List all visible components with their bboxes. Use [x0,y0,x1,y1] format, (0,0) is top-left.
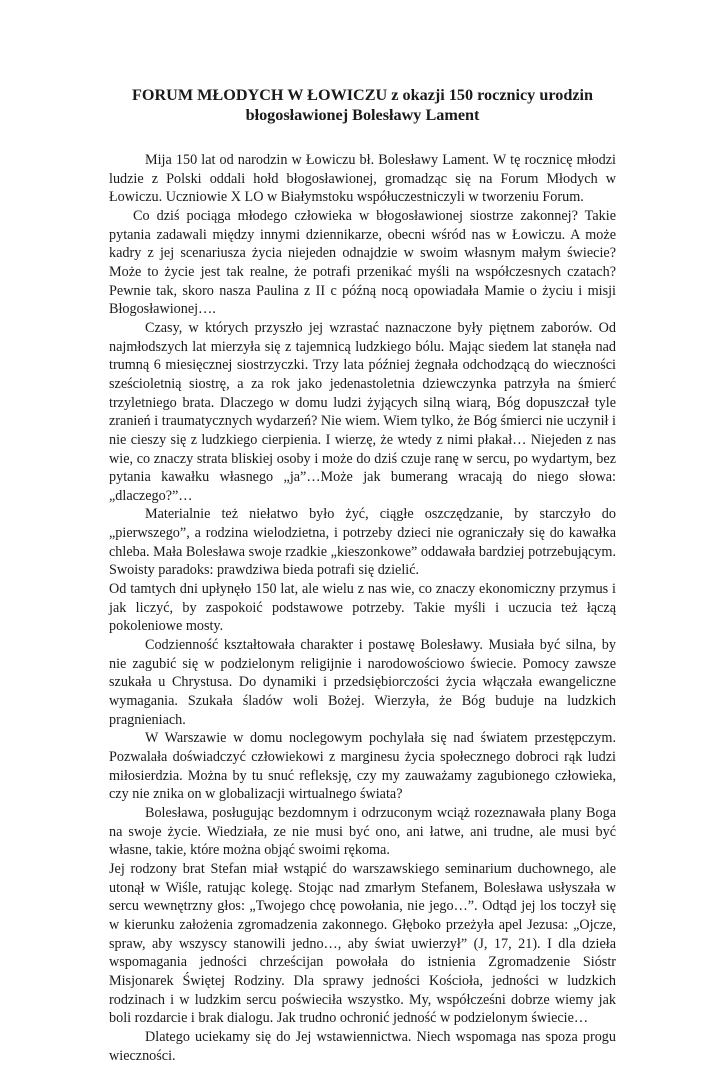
paragraph: Czasy, w których przyszło jej wzrastać naznaczone były piętnem zaborów. Od najmłodszych lat mierzyła się z tajemnicą ludzkiego bólu. Mając siedem lat stanęła nad trumną 6 miesięcznej siostrzyczki. Trzy lata później żegnała odchodzącą do wieczności sześcioletnią siostrę, a za rok jako jedenastoletnia dziewczynka patrzyła na śmierć trzyletniego brata. Dlaczego w domu ludzi żyjących silną wiarą, Bóg dopuszczał tyle zranień i traumatycznych wydarzeń? Nie wiem. Wiem tylko, że Bóg śmierci nie uczynił i nie cieszy się z ludzkiego cierpienia. I wierzę, że wtedy z nimi płakał… Niejeden z nas wie, co znaczy strata bliskiej osoby i może do dziś czuje ranę w sercu, po wydartym, bez pytania kawałku własnego „ja”…Może jak bumerang wracają do niego słowa: „dlaczego?”… [109,319,616,504]
document-body [109,151,616,1065]
paragraph: Mija 150 lat od narodzin w Łowiczu bł. Bolesławy Lament. W tę rocznicę młodzi ludzie z Polski oddali hołd błogosławionej, gromadząc się na Forum Młodych w Łowiczu. Uczniowie X LO w Białymstoku współuczestniczyli w tworzeniu Forum. [109,152,616,206]
title-line-1: FORUM MŁODYCH W ŁOWICZU z okazji 150 rocznicy urodzin [131,86,594,104]
document-title [109,85,616,125]
paragraph: Materialnie też niełatwo było żyć, ciągłe oszczędzanie, by starczyło do „pierwszego”, a rodzina wielodzietna, i potrzeby dzieci nie ograniczały się do kawałka chleba. Mała Bolesława swoje rzadkie „kieszonkowe” oddawała bardziej potrzebującym. Swoisty paradoks: prawdziwa bieda potrafi się dzielić. [109,506,616,579]
paragraph: Dlatego uciekamy się do Jej wstawiennictwa. Niech wspomaga nas spoza progu wieczności. [109,1028,616,1064]
title-line-2: błogosławionej Bolesławy Lament [245,106,480,124]
paragraph: Od tamtych dni upłynęło 150 lat, ale wielu z nas wie, co znaczy ekonomiczny przymus i jak liczyć, by zaspokoić podstawowe potrzeby. Takie myśli i uczucia też łączą pokoleniowe mosty. [109,581,616,635]
paragraph: Jej rodzony brat Stefan miał wstąpić do warszawskiego seminarium duchownego, ale utonął w Wiśle, ratując kolegę. Stojąc nad zmarłym Stefanem, Bolesława usłyszała w sercu wewnętrzny głos: „Twojego chcę powołania, nie jego…”. Odtąd jej los toczył się w kierunku założenia zgromadzenia zakonnego. Głęboko przeżyła apel Jezusa: „Ojcze, spraw, aby wszyscy stanowili jedno…, aby świat uwierzył” (J, 17, 21). I dla dzieła wspomagania jedności chrześcijan powołała do istnienia Zgromadzenie Sióstr Misjonarek Świętej Rodziny. Dla sprawy jedności Kościoła, jedności w ludzkich rodzinach i w ludzkim sercu poświeciła wszystko. My, współcześni dobrze wiemy jak boli rozdarcie i brak dialogu. Jak trudno ochronić jedność w podzielonym świecie… [109,860,616,1027]
paragraph: W Warszawie w domu noclegowym pochylała się nad światem przestępczym. Pozwalała doświadczyć człowiekowi z marginesu życia społecznego dobroci rąk ludzi miłosierdzia. Można by tu snuć refleksję, czy my zauważamy zagubionego człowieka, czy nie znika on w globalizacji wirtualnego świata? [109,730,616,803]
paragraph: Co dziś pociąga młodego człowieka w błogosławionej siostrze zakonnej? Takie pytania zadawali między innymi dziennikarze, obecni wśród nas w Łowiczu. A może kadry z jej scenariusza życia niejeden odnajdzie w swoim własnym małym świecie? Może to życie jest tak realne, że potrafi przenikać myśli na współczesnych czatach? Pewnie tak, skoro nasza Paulina z II c późną nocą opowiadała Mamie o życiu i misji Błogosławionej…. [109,207,616,318]
paragraph: Codzienność kształtowała charakter i postawę Bolesławy. Musiała być silna, by nie zagubić się w podzielonym religijnie i narodowościowo świecie. Pomocy zawsze szukała u Chrystusa. Do dynamiki i przedsiębiorczości życia włączała ewangeliczne wymagania. Szukała śladów woli Bożej. Wierzyła, że Bóg buduje na ludzkich pragnieniach. [109,637,616,728]
paragraph: Bolesława, posługując bezdomnym i odrzuconym wciąż rozeznawała plany Boga na swoje życie. Wiedziała, ze nie musi być ono, ani łatwe, ani trudne, ale musi być własne, takie, które można objąć swoimi rękoma. [109,804,616,859]
